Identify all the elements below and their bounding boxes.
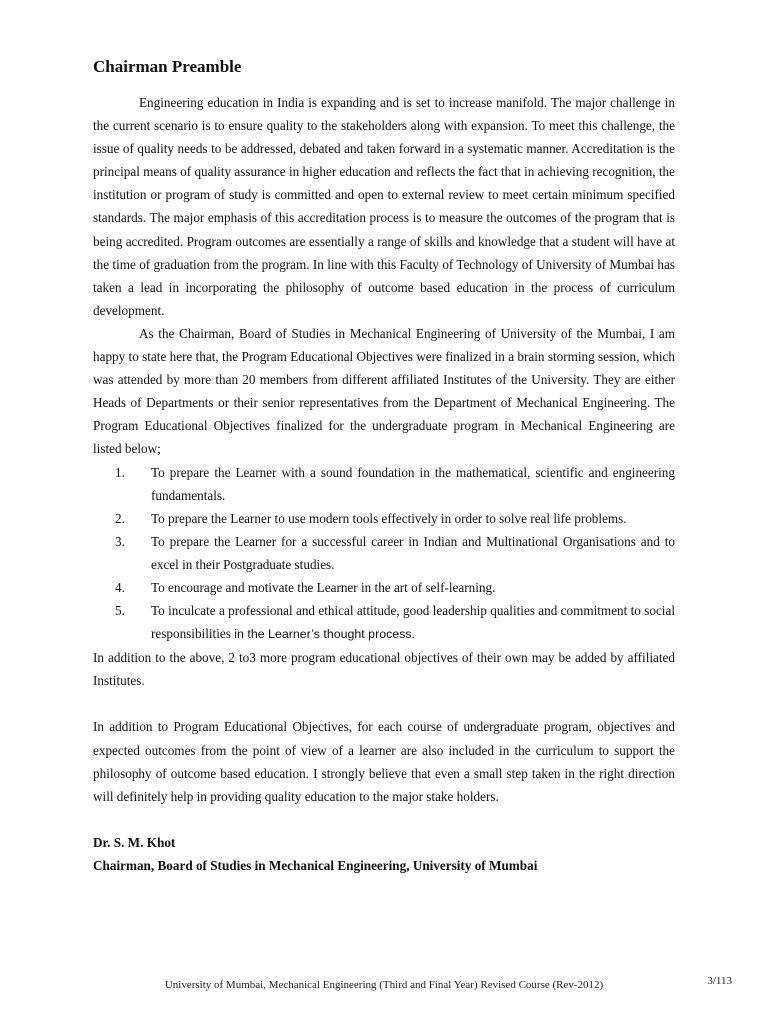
signature-designation: Chairman, Board of Studies in Mechanical Engineering, University of Mumbai bbox=[93, 857, 538, 873]
list-item-text: To prepare the Learner to use modern tools effectively in order to solve real life problems. bbox=[151, 510, 627, 526]
list-item-text: To prepare the Learner for a successful career in Indian and Multinational Organisations and to excel in their Postgraduate studies. bbox=[151, 533, 675, 572]
page-title: Chairman Preamble bbox=[93, 57, 242, 76]
list-item bbox=[93, 530, 675, 576]
page-number: 3/113 bbox=[707, 975, 732, 987]
list-item-number: 2. bbox=[115, 510, 125, 526]
document-page bbox=[93, 55, 675, 877]
preamble-paragraph-1: Engineering education in India is expanding and is set to increase manifold. The major challenge in the current scenario is to ensure quality to the stakeholders along with expansion. To meet this challenge, the issue of quality needs to be addressed, debated and taken forward in a systematic manner. Accreditation is the principal means of quality assurance in higher education and reflects the fact that in achieving recognition, the institution or program of study is committed and open to external review to meet certain minimum specified standards. The major emphasis of this accreditation process is to measure the outcomes of the program that is being accredited. Program outcomes are essentially a range of skills and knowledge that a student will have at the time of graduation from the program. In line with this Faculty of Technology of University of Mumbai has taken a lead in incorporating the philosophy of outcome based education in the process of curriculum development. bbox=[93, 95, 675, 318]
list-item-number: 1. bbox=[115, 464, 125, 480]
page-footer: University of Mumbai, Mechanical Engineering (Third and Final Year) Revised Course (Rev-2012) bbox=[164, 979, 604, 991]
preamble-paragraph-2: As the Chairman, Board of Studies in Mechanical Engineering of University of the Mumbai, I am happy to state here that, the Program Educational Objectives were finalized in a brain storming session, which was attended by more than 20 members from different affiliated Institutes of the University. They are either Heads of Departments or their senior representatives from the Department of Mechanical Engineering. The Program Educational Objectives finalized for the undergraduate program in Mechanical Engineering are listed below; bbox=[93, 325, 675, 457]
list-item bbox=[93, 461, 675, 507]
list-item-number: 5. bbox=[115, 603, 125, 619]
signature-name: Dr. S. M. Khot bbox=[93, 834, 176, 850]
list-item-text: To inculcate a professional and ethical attitude, good leadership qualities and commitment to social responsibilities bbox=[151, 603, 675, 642]
objectives-list bbox=[93, 461, 675, 647]
preamble-paragraph-3: In addition to the above, 2 to3 more program educational objectives of their own may be added by affiliated Institutes. bbox=[93, 650, 675, 689]
list-item-text: To prepare the Learner with a sound foundation in the mathematical, scientific and engineering fundamentals. bbox=[151, 464, 675, 503]
preamble-paragraph-4: In addition to Program Educational Objectives, for each course of undergraduate program, objectives and expected outcomes from the point of view of a learner are also included in the curriculum to support the philosophy of outcome based education. I strongly believe that even a small step taken in the right direction will definitely help in providing quality education to the major stake holders. bbox=[93, 719, 675, 804]
list-item-text: To encourage and motivate the Learner in the art of self-learning. bbox=[151, 579, 496, 595]
spacer bbox=[93, 808, 675, 831]
list-item bbox=[93, 576, 675, 599]
list-item-number: 3. bbox=[115, 533, 125, 549]
spacer bbox=[93, 692, 675, 715]
list-item bbox=[93, 599, 675, 646]
list-item-text-tail: in the Learner’s thought process. bbox=[230, 627, 416, 642]
list-item bbox=[93, 507, 675, 530]
list-item-number: 4. bbox=[115, 579, 125, 595]
list-item-text-wrapper bbox=[151, 599, 675, 646]
